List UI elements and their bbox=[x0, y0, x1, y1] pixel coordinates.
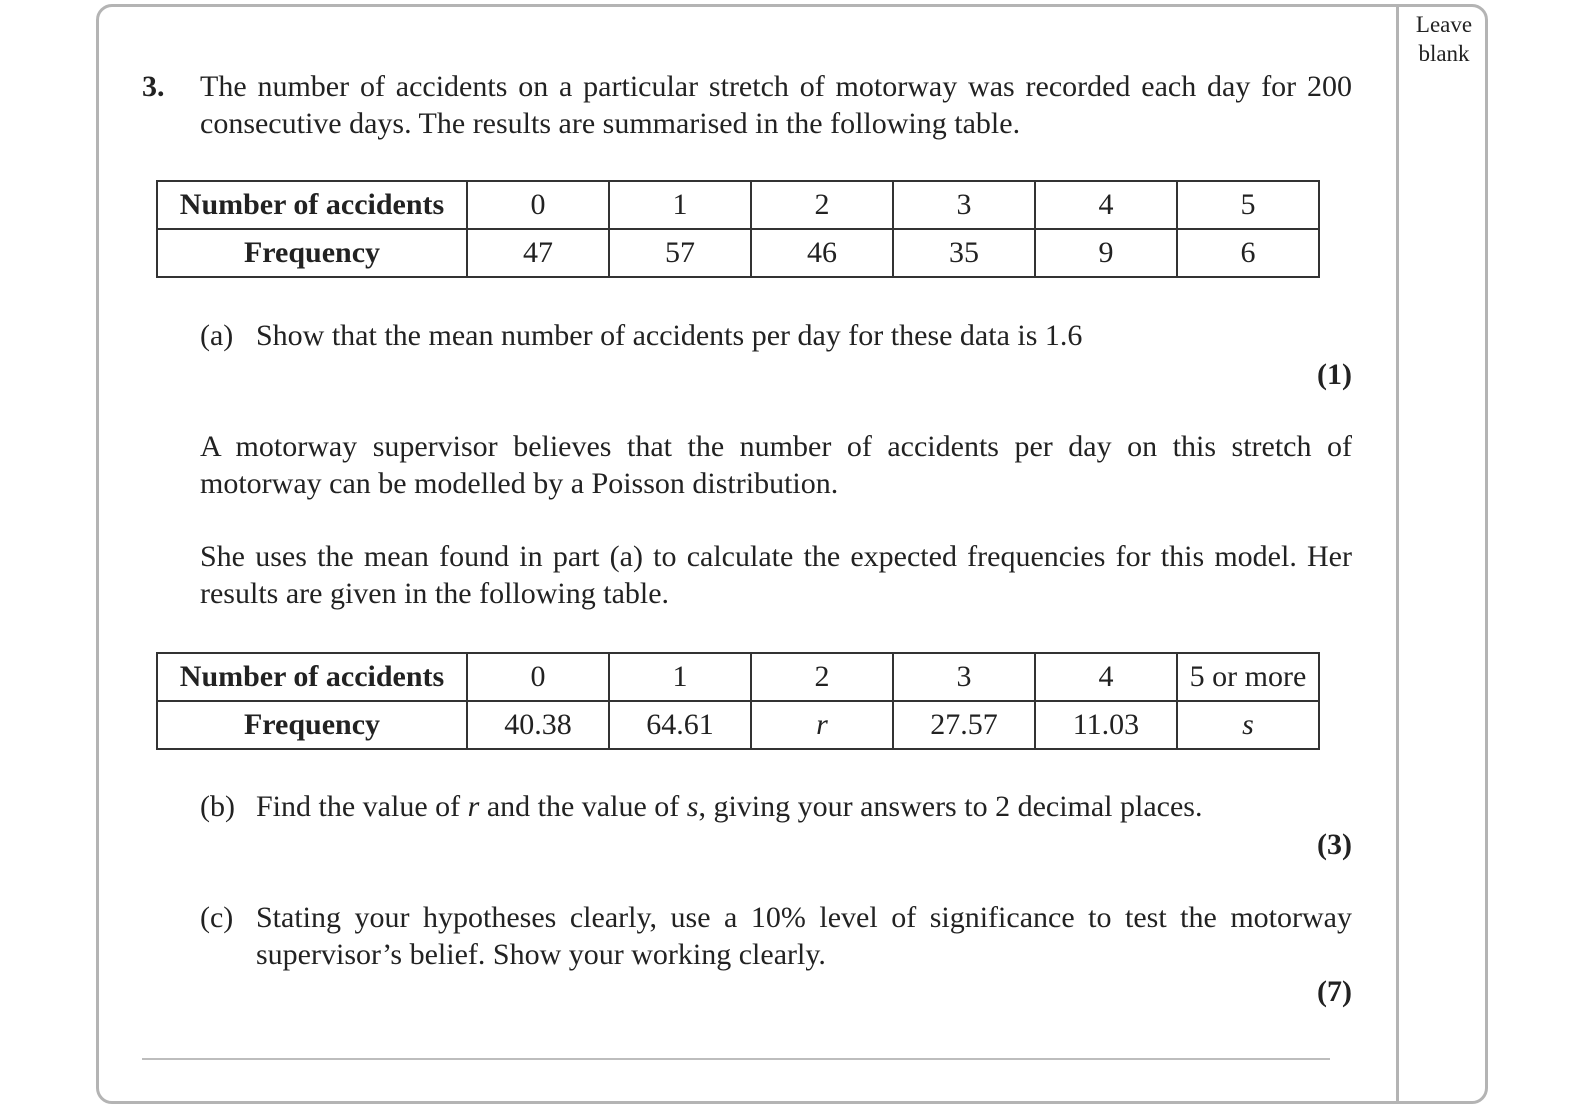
variable-r: r bbox=[467, 790, 480, 823]
part-b-text bbox=[256, 788, 1352, 825]
accidents-cell: 2 bbox=[751, 653, 893, 701]
answer-line bbox=[142, 1058, 1330, 1060]
frequency-cell-r: r bbox=[751, 701, 893, 749]
frequency-cell: 40.38 bbox=[467, 701, 609, 749]
frequency-cell: 57 bbox=[609, 229, 751, 277]
table-row bbox=[157, 181, 1319, 229]
accidents-cell: 0 bbox=[467, 181, 609, 229]
part-c-label: (c) bbox=[200, 901, 234, 934]
accidents-cell: 5 or more bbox=[1177, 653, 1319, 701]
row-header-accidents: Number of accidents bbox=[157, 181, 467, 229]
question-number: 3. bbox=[142, 70, 165, 103]
leave-blank-line2: blank bbox=[1418, 41, 1470, 66]
frequency-cell: 27.57 bbox=[893, 701, 1035, 749]
part-b-label: (b) bbox=[200, 790, 235, 823]
accidents-cell: 3 bbox=[893, 181, 1035, 229]
accidents-cell: 0 bbox=[467, 653, 609, 701]
part-b bbox=[200, 788, 1352, 825]
accidents-cell: 3 bbox=[893, 653, 1035, 701]
frequency-cell: 64.61 bbox=[609, 701, 751, 749]
part-a-label: (a) bbox=[200, 319, 234, 352]
expected-frequency-table bbox=[156, 652, 1320, 750]
table-row bbox=[157, 701, 1319, 749]
frequency-cell: 6 bbox=[1177, 229, 1319, 277]
frequency-cell: 47 bbox=[467, 229, 609, 277]
margin-divider bbox=[1396, 4, 1399, 1104]
part-b-text-2: and the value of bbox=[479, 790, 687, 823]
question-intro: The number of accidents on a particular stretch of motorway was recorded each day for 200 consecutive days. The results are summarised in the following table. bbox=[200, 70, 1352, 140]
variable-s: s bbox=[686, 790, 699, 823]
part-b-marks: (3) bbox=[1317, 828, 1352, 861]
leave-blank-label bbox=[1402, 10, 1486, 68]
context-paragraph-1: A motorway supervisor believes that the number of accidents per day on this stretch of motorway can be modelled by a Poisson distribution. bbox=[200, 430, 1352, 500]
part-b-text-3: , giving your answers to 2 decimal places. bbox=[698, 790, 1203, 823]
frequency-cell: 9 bbox=[1035, 229, 1177, 277]
table-row bbox=[157, 653, 1319, 701]
accidents-cell: 4 bbox=[1035, 653, 1177, 701]
frequency-cell: 35 bbox=[893, 229, 1035, 277]
part-a bbox=[200, 317, 1352, 354]
part-c-marks: (7) bbox=[1317, 975, 1352, 1008]
accidents-cell: 1 bbox=[609, 181, 751, 229]
row-header-frequency: Frequency bbox=[157, 701, 467, 749]
table-row bbox=[157, 229, 1319, 277]
part-c bbox=[200, 899, 1352, 973]
part-b-text-1: Find the value of bbox=[256, 790, 468, 823]
accidents-cell: 2 bbox=[751, 181, 893, 229]
accidents-cell: 4 bbox=[1035, 181, 1177, 229]
frequency-cell-s: s bbox=[1177, 701, 1319, 749]
row-header-accidents: Number of accidents bbox=[157, 653, 467, 701]
accidents-cell: 1 bbox=[609, 653, 751, 701]
part-a-text: Show that the mean number of accidents per day for these data is 1.6 bbox=[256, 319, 1083, 352]
observed-frequency-table bbox=[156, 180, 1320, 278]
context-paragraph-2: She uses the mean found in part (a) to calculate the expected frequencies for this model. Her results are given in the following table. bbox=[200, 540, 1352, 610]
frequency-cell: 11.03 bbox=[1035, 701, 1177, 749]
leave-blank-line1: Leave bbox=[1415, 12, 1473, 37]
part-c-text: Stating your hypotheses clearly, use a 10% level of significance to test the motorway supervisor’s belief. Show your working clearly. bbox=[256, 901, 1352, 971]
row-header-frequency: Frequency bbox=[157, 229, 467, 277]
accidents-cell: 5 bbox=[1177, 181, 1319, 229]
frequency-cell: 46 bbox=[751, 229, 893, 277]
part-a-marks: (1) bbox=[1317, 358, 1352, 391]
